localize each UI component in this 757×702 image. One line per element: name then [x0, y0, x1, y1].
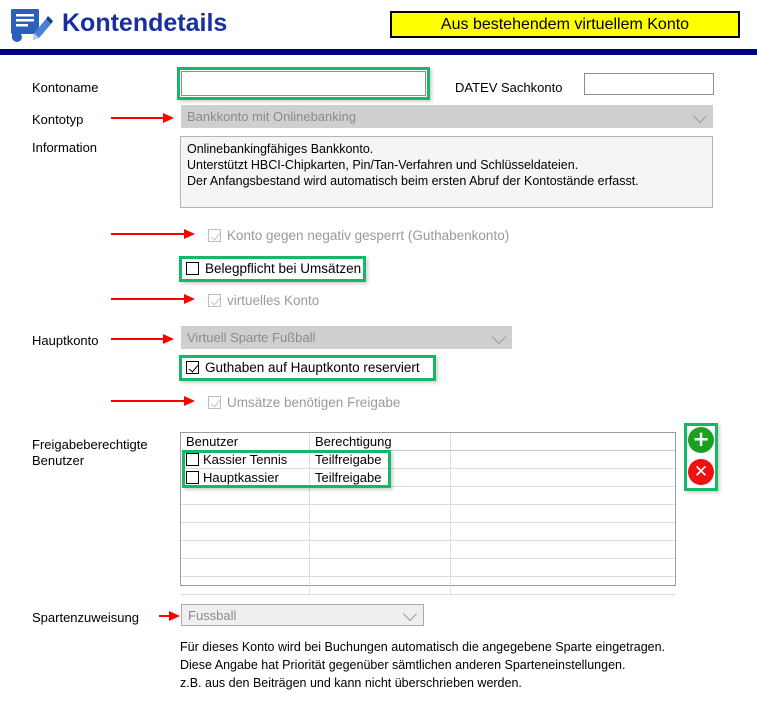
information-line: Onlinebankingfähiges Bankkonto.	[187, 142, 374, 156]
checkbox-row-belegpflicht[interactable]	[186, 261, 361, 276]
kontotyp-select[interactable]	[181, 105, 713, 128]
column-header-berechtigung: Berechtigung	[310, 433, 451, 451]
information-line: Unterstützt HBCI-Chipkarten, Pin/Tan-Verfahren und Schlüsseldateien.	[187, 158, 579, 172]
information-line: Der Anfangsbestand wird automatisch beim ersten Abruf der Kontostände erfasst.	[187, 174, 639, 188]
checkbox-umsaetze-freigabe[interactable]	[208, 396, 221, 409]
table-row[interactable]	[181, 451, 675, 469]
hauptkonto-select[interactable]	[181, 326, 512, 349]
checkbox-guthaben-reserviert[interactable]	[186, 361, 199, 374]
table-row-empty[interactable]	[181, 523, 675, 541]
checkbox-row-virtuelles-konto[interactable]	[208, 293, 319, 308]
spartenzuweisung-label: Spartenzuweisung	[32, 610, 139, 625]
checkbox-belegpflicht[interactable]	[186, 262, 199, 275]
datev-label: DATEV Sachkonto	[455, 80, 563, 95]
cell-user-name: Hauptkassier	[203, 470, 279, 485]
checkbox-label-umsaetze-freigabe: Umsätze benötigen Freigabe	[227, 395, 401, 410]
cell-extra	[451, 451, 676, 469]
checkbox-row-guthaben-reserviert[interactable]	[186, 360, 420, 375]
column-header-benutzer: Benutzer	[181, 433, 310, 451]
cell-extra	[451, 469, 676, 487]
chevron-down-icon	[403, 607, 417, 621]
kontoname-input[interactable]	[181, 71, 426, 96]
document-pencil-icon	[8, 6, 54, 44]
cell-user[interactable]	[181, 469, 310, 487]
status-banner	[390, 11, 740, 38]
arrow-to-spartenzuweisung	[159, 611, 181, 622]
footer-note	[180, 638, 740, 692]
arrow-to-umsaetze-freigabe	[111, 396, 196, 407]
header-divider	[0, 49, 757, 55]
footer-note-line: z.B. aus den Beiträgen und kann nicht überschrieben werden.	[180, 676, 522, 690]
information-textarea	[180, 136, 713, 208]
page-title: Kontendetails	[62, 9, 228, 37]
checkbox-row-umsaetze-freigabe[interactable]	[208, 395, 400, 410]
status-banner-text: Aus bestehendem virtuellem Konto	[440, 15, 690, 33]
table-row-empty[interactable]	[181, 559, 675, 577]
table-row-empty[interactable]	[181, 541, 675, 559]
add-user-button[interactable]	[688, 427, 714, 453]
checkbox-row-negativ-gesperrt[interactable]	[208, 228, 509, 243]
hauptkonto-value: Virtuell Sparte Fußball	[187, 330, 316, 345]
permissions-label-line1: Freigabeberechtigte	[32, 437, 148, 452]
page-header	[0, 0, 757, 49]
chevron-down-icon	[492, 329, 506, 343]
cell-user[interactable]	[181, 451, 310, 469]
close-icon: ✕	[693, 462, 709, 482]
permissions-label-line2: Benutzer	[32, 453, 85, 468]
table-header-row	[181, 433, 675, 451]
information-label: Information	[32, 140, 98, 155]
kontoname-label: Kontoname	[32, 80, 99, 95]
datev-sachkonto-input[interactable]	[584, 73, 714, 95]
footer-note-line: Für dieses Konto wird bei Buchungen automatisch die angegebene Sparte eingetragen.	[180, 640, 666, 654]
column-header-extra	[451, 433, 676, 451]
cell-permission: Teilfreigabe	[310, 451, 451, 469]
checkbox-label-virtuelles-konto: virtuelles Konto	[227, 293, 320, 308]
checkbox-negativ-gesperrt[interactable]	[208, 229, 221, 242]
kontotyp-value: Bankkonto mit Onlinebanking	[187, 109, 357, 124]
cell-user-name: Kassier Tennis	[203, 452, 288, 467]
checkbox-row-user[interactable]	[186, 453, 199, 466]
table-row-empty[interactable]	[181, 505, 675, 523]
checkbox-virtuelles-konto[interactable]	[208, 294, 221, 307]
arrow-to-hauptkonto	[111, 334, 176, 345]
spartenzuweisung-value: Fussball	[188, 607, 237, 623]
checkbox-row-user[interactable]	[186, 471, 199, 484]
spartenzuweisung-select[interactable]	[181, 604, 424, 626]
permissions-table[interactable]	[180, 432, 676, 586]
hauptkonto-label: Hauptkonto	[32, 333, 99, 348]
arrow-to-negativ-gesperrt	[111, 229, 196, 240]
checkbox-label-negativ-gesperrt: Konto gegen negativ gesperrt (Guthabenkonto)	[227, 228, 510, 243]
chevron-down-icon	[693, 108, 707, 122]
arrow-to-kontotyp	[111, 113, 176, 124]
arrow-to-virtuelles-konto	[111, 294, 196, 305]
footer-note-line: Diese Angabe hat Priorität gegenüber sämtlichen anderen Sparteneinstellungen.	[180, 658, 626, 672]
cell-permission: Teilfreigabe	[310, 469, 451, 487]
kontotyp-label: Kontotyp	[32, 112, 84, 127]
plus-icon: +	[692, 427, 710, 451]
checkbox-label-belegpflicht: Belegpflicht bei Umsätzen	[205, 261, 362, 276]
table-row-empty[interactable]	[181, 487, 675, 505]
table-row[interactable]	[181, 469, 675, 487]
table-row-empty[interactable]	[181, 577, 675, 595]
remove-user-button[interactable]	[688, 459, 714, 485]
table-action-buttons	[686, 425, 716, 489]
checkbox-label-guthaben-reserviert: Guthaben auf Hauptkonto reserviert	[205, 360, 420, 375]
